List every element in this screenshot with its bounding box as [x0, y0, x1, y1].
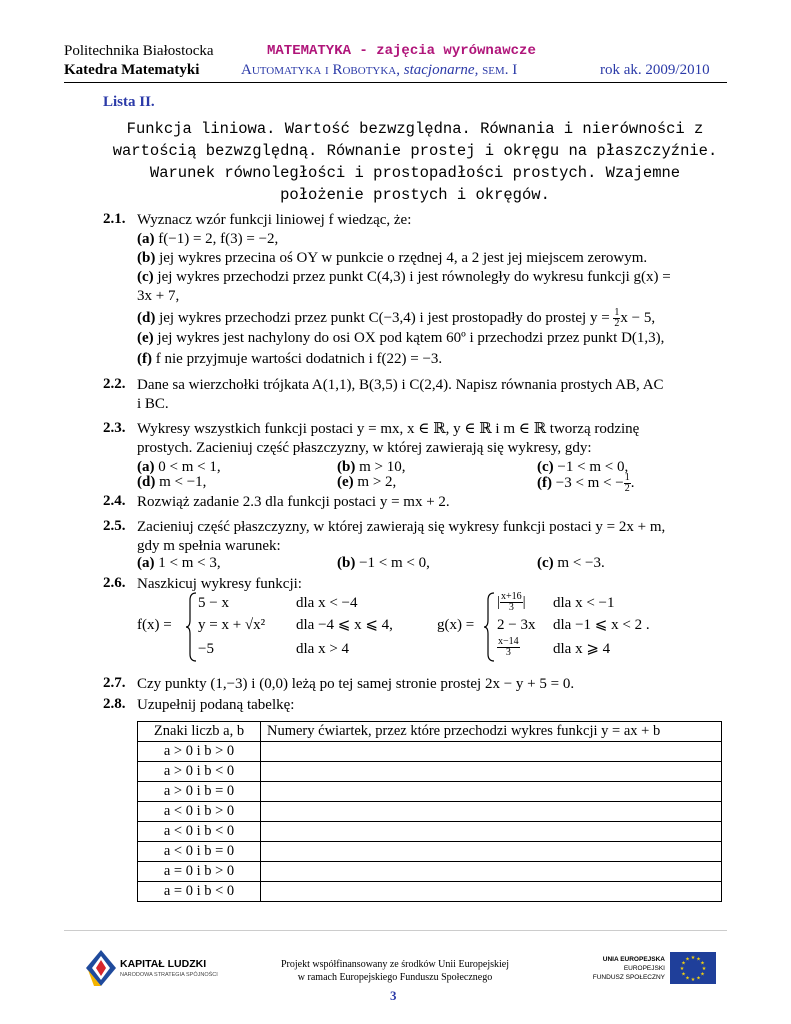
- table-row: [138, 882, 722, 902]
- table-row: [138, 842, 722, 862]
- item-text: −1 < m < 0,: [359, 555, 430, 571]
- g-label: g(x) =: [437, 617, 475, 633]
- header-program-line: [241, 62, 517, 79]
- problem-number: 2.4.: [103, 493, 126, 509]
- item-text: jej wykres jest nachylony do osi OX pod kątem 60º i przechodzi przez punkt D(1,3),: [157, 330, 665, 346]
- item-a: (a) 1 < m < 3,: [137, 555, 221, 571]
- item-d: (d) m < −1,: [137, 474, 207, 490]
- table-cell-signs: a = 0 i b > 0: [138, 862, 261, 882]
- problem-number: 2.2.: [103, 376, 126, 392]
- problem-text: prostych. Zacieniuj część płaszczyzny, w której zawierają się wykresy, gdy:: [137, 440, 592, 456]
- table-row: [138, 782, 722, 802]
- item-e: (e) jej wykres jest nachylony do osi OX pod kątem 60º i przechodzi przez punkt D(1,3),: [137, 330, 665, 346]
- item-text: m < −3.: [557, 555, 605, 571]
- item-text: f(−1) = 2, f(3) = −2,: [158, 231, 279, 247]
- item-e: (e) m > 2,: [337, 474, 397, 490]
- logo-title: KAPITAŁ LUDZKI: [120, 958, 207, 970]
- header-year: rok ak. 2009/2010: [600, 62, 710, 78]
- answer-table: [137, 721, 722, 902]
- table-header: Znaki liczb a, b: [138, 722, 261, 742]
- footer-rule: [64, 930, 727, 931]
- item-text: 1 < m < 3,: [158, 555, 221, 571]
- fraction: [500, 592, 523, 613]
- table-cell-answer[interactable]: [261, 782, 722, 802]
- table-cell-answer[interactable]: [261, 822, 722, 842]
- table-row: [138, 822, 722, 842]
- item-b: (b) jej wykres przecina oś OY w punkcie o rzędnej 4, a 2 jest jej miejscem zerowym.: [137, 250, 648, 266]
- f-cond: dla −4 ⩽ x ⩽ 4,: [296, 617, 393, 633]
- table-cell-signs: a < 0 i b > 0: [138, 802, 261, 822]
- frac-num: x−14: [498, 636, 519, 647]
- table-cell-answer[interactable]: [261, 862, 722, 882]
- svg-text:★: ★: [681, 971, 686, 978]
- frac-num: 1: [624, 472, 630, 483]
- table-cell-answer[interactable]: [261, 742, 722, 762]
- svg-text:★: ★: [685, 956, 690, 963]
- eu-line: FUNDUSZ SPOŁECZNY: [592, 974, 665, 981]
- problem-number: 2.3.: [103, 420, 126, 436]
- project-line: Projekt współfinansowany ze środków Unii Europejskiej: [280, 959, 510, 970]
- table-cell-signs: a = 0 i b < 0: [138, 882, 261, 902]
- table-cell-signs: a > 0 i b = 0: [138, 782, 261, 802]
- problem-intro: Wyznacz wzór funkcji liniowej f wiedząc, że:: [137, 212, 412, 228]
- table-header: Numery ćwiartek, przez które przechodzi wykres funkcji y = ax + b: [261, 722, 722, 742]
- svg-text:★: ★: [685, 975, 690, 982]
- g-cond: dla x < −1: [553, 595, 615, 611]
- item-d: (d) jej wykres przechodzi przez punkt C(−3,4) i jest prostopadły do prostej y = $\frac{1}{2}$ x − 5,: [137, 307, 656, 329]
- header-course: MATEMATYKA - zajęcia wyrównawcze: [267, 43, 536, 59]
- svg-text:★: ★: [690, 977, 696, 983]
- title-line: położenie prostych i okręgów.: [280, 186, 550, 204]
- frac-den: 3: [508, 602, 514, 613]
- item-text: m > 10,: [359, 459, 406, 475]
- title-line: wartością bezwzględną. Równanie prostej i okręgu na płaszczyźnie.: [112, 142, 718, 160]
- title-line: Funkcja liniowa. Wartość bezwzględna. Równania i nierówności z: [126, 120, 704, 138]
- svg-text:★: ★: [681, 960, 686, 967]
- table-cell-answer[interactable]: [261, 842, 722, 862]
- problem-number: 2.6.: [103, 575, 126, 591]
- item-text: 0 < m < 1,: [158, 459, 221, 475]
- item-text: jej wykres przechodzi przez punkt C(−3,4) i jest prostopadły do prostej y =: [159, 309, 610, 326]
- item-text: jej wykres przecina oś OY w punkcie o rzędnej 4, a 2 jest jej miejscem zerowym.: [159, 250, 648, 266]
- svg-text:★: ★: [700, 971, 705, 978]
- table-cell-signs: a < 0 i b = 0: [138, 842, 261, 862]
- frac-den: 2: [614, 318, 620, 329]
- item-text: −3 < m < −: [555, 474, 624, 491]
- item-text: m > 2,: [357, 474, 397, 490]
- kapital-ludzki-logo-icon: [84, 948, 118, 988]
- problem-number: 2.8.: [103, 696, 126, 712]
- item-text: jej wykres przechodzi przez punkt C(4,3) i jest równoległy do wykresu funkcji g(x) =: [157, 269, 671, 285]
- problem-number: 2.5.: [103, 518, 126, 534]
- problem-2-2: [137, 376, 727, 414]
- header-mode: stacjonarne,: [403, 62, 479, 78]
- problem-2-1: [137, 211, 727, 369]
- problem-2-8: Uzupełnij podaną tabelkę:: [137, 697, 295, 713]
- item-a: (a) 0 < m < 1,: [137, 459, 221, 475]
- table-cell-answer[interactable]: [261, 762, 722, 782]
- problem-intro: Naszkicuj wykresy funkcji:: [137, 576, 302, 592]
- eu-flag-icon: [670, 952, 716, 984]
- table-cell-signs: a > 0 i b < 0: [138, 762, 261, 782]
- title-line: Warunek równoległości i prostopadłości prostych. Wzajemne: [149, 164, 681, 182]
- svg-text:★: ★: [696, 975, 701, 982]
- problem-text: Wykresy wszystkich funkcji postaci y = mx, x ∈ ℝ, y ∈ ℝ i m ∈ ℝ tworzą rodzinę: [137, 421, 640, 437]
- frac-den: 3: [505, 647, 511, 658]
- problem-2-7: Czy punkty (1,−3) i (0,0) leżą po tej samej stronie prostej 2x − y + 5 = 0.: [137, 676, 575, 692]
- header-university: Politechnika Białostocka: [64, 43, 214, 59]
- table-cell-signs: a < 0 i b < 0: [138, 822, 261, 842]
- table-cell-answer[interactable]: [261, 802, 722, 822]
- project-line: w ramach Europejskiego Funduszu Społecznego: [297, 972, 493, 983]
- list-label: Lista II.: [103, 94, 155, 110]
- g-cond: dla −1 ⩽ x < 2 .: [553, 617, 650, 633]
- frac-num: x+16: [501, 591, 522, 602]
- table-row: [138, 762, 722, 782]
- g-expr: 2 − 3x: [497, 617, 536, 633]
- problem-text: Dane sa wierzchołki trójkata A(1,1), B(3,5) i C(2,4). Napisz równania prostych AB, AC: [137, 377, 664, 393]
- problem-2-3: [137, 420, 727, 458]
- header-semester: sem. I: [482, 62, 518, 78]
- problem-text: gdy m spełnia warunek:: [137, 538, 281, 554]
- header-department: Katedra Matematyki: [64, 62, 200, 78]
- table-row: [138, 802, 722, 822]
- f-label: f(x) =: [137, 617, 172, 633]
- svg-text:★: ★: [696, 956, 701, 963]
- item-c: (c) jej wykres przechodzi przez punkt C(4,3) i jest równoległy do wykresu funkcji g(x) =: [137, 269, 671, 285]
- item-c: (c) m < −3.: [537, 555, 605, 571]
- table-row: [138, 742, 722, 762]
- f-expr: y = x + √x²: [198, 617, 266, 633]
- item-a: (a) f(−1) = 2, f(3) = −2,: [137, 231, 279, 247]
- fraction: [497, 637, 520, 658]
- problem-2-4: Rozwiąż zadanie 2.3 dla funkcji postaci y = mx + 2.: [137, 494, 450, 510]
- brace-left: [484, 592, 496, 662]
- eu-line: UNIA EUROPEJSKA: [602, 956, 665, 963]
- page-number: 3: [390, 988, 397, 1003]
- eu-line: EUROPEJSKI: [623, 965, 665, 972]
- frac-num: 1: [614, 307, 620, 318]
- f-expr: 5 − x: [198, 595, 229, 611]
- svg-text:★: ★: [701, 966, 707, 972]
- problem-text: Zacieniuj część płaszczyzny, w której zawierają się wykresy funkcji postaci y = 2x + m,: [137, 519, 666, 535]
- item-b: (b) −1 < m < 0,: [337, 555, 430, 571]
- item-text: f nie przyjmuje wartości dodatnich i f(22) = −3.: [155, 351, 443, 367]
- svg-text:★: ★: [679, 966, 685, 972]
- svg-text:★: ★: [700, 960, 705, 967]
- eu-text: [590, 955, 665, 982]
- table-cell-signs: a > 0 i b > 0: [138, 742, 261, 762]
- item-text: m < −1,: [159, 474, 207, 490]
- g-expr-abs: | $\frac{x+16}{3}$ |: [497, 591, 526, 613]
- page-title: [100, 118, 730, 206]
- brace-left: [186, 592, 198, 662]
- fraction: [624, 473, 631, 494]
- table-row: [138, 862, 722, 882]
- item-text: x − 5,: [620, 309, 656, 326]
- item-text: −1 < m < 0,: [557, 459, 629, 475]
- problem-number: 2.7.: [103, 675, 126, 691]
- f-cond: dla x > 4: [296, 641, 350, 657]
- table-header-row: [138, 722, 722, 742]
- table-cell-answer[interactable]: [261, 882, 722, 902]
- header-rule: [64, 82, 727, 83]
- frac-den: 2: [624, 483, 630, 494]
- f-cond: dla x < −4: [296, 595, 358, 611]
- item-f: (f) f nie przyjmuje wartości dodatnich i f(22) = −3.: [137, 351, 443, 367]
- header-program: Automatyka i Robotyka,: [241, 62, 400, 78]
- problem-2-5: [137, 518, 727, 556]
- problem-text: i BC.: [137, 396, 169, 412]
- g-expr-frac: [497, 637, 520, 658]
- item-c: (c) −1 < m < 0,: [537, 459, 629, 475]
- logo-subtitle: NARODOWA STRATEGIA SPÓJNOŚCI: [120, 972, 218, 978]
- svg-text:★: ★: [690, 955, 696, 961]
- project-note: [260, 958, 530, 984]
- g-cond: dla x ⩾ 4: [553, 641, 611, 657]
- f-expr: −5: [198, 641, 214, 657]
- problem-number: 2.1.: [103, 211, 126, 227]
- item-c-cont: 3x + 7,: [137, 288, 180, 304]
- item-b: (b) m > 10,: [337, 459, 406, 475]
- item-f: (f) −3 < m < − $\frac{1}{2}$ .: [537, 472, 635, 494]
